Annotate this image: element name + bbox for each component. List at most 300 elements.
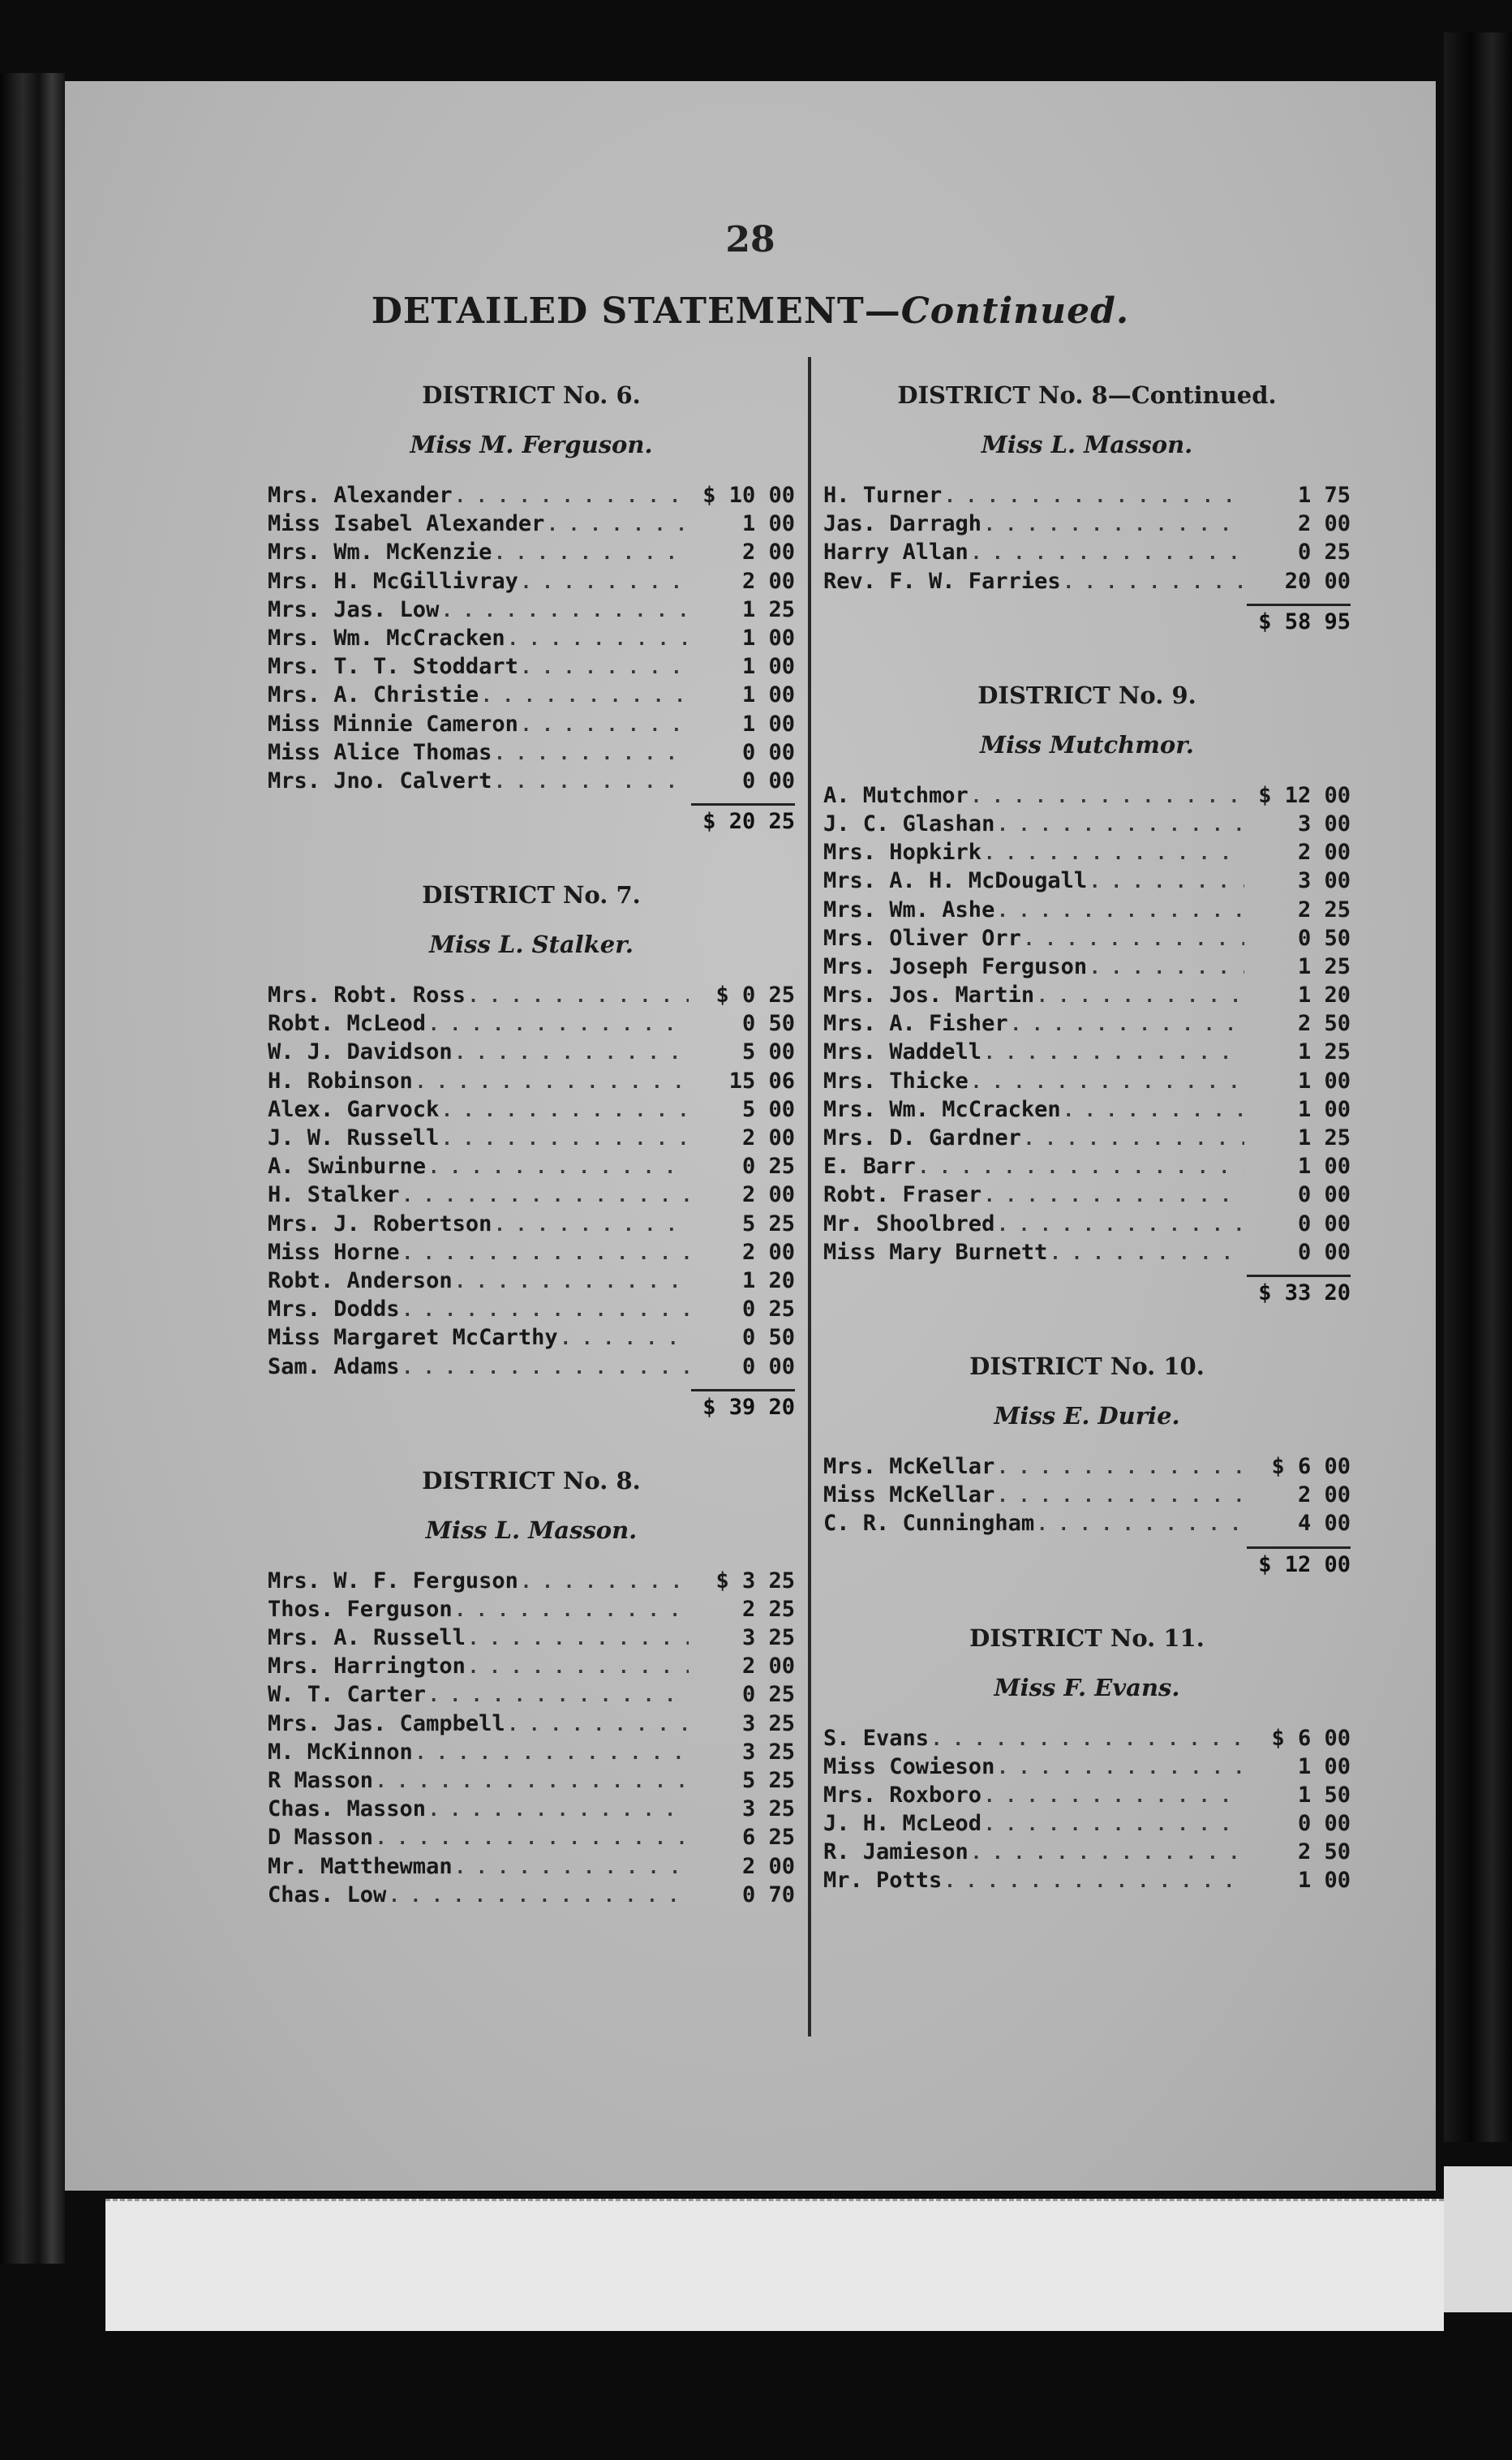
contribution-amount: 1 00: [741, 654, 795, 680]
contributor-name: H. Robinson: [268, 1068, 413, 1094]
contribution-amount: 2 25: [741, 1596, 795, 1622]
contributor-name: Mrs. Jas. Campbell: [268, 1710, 505, 1736]
contribution-amount: $ 0 25: [715, 983, 795, 1009]
contribution-amount: 3 25: [741, 1710, 795, 1736]
contribution-row: [268, 1597, 795, 1625]
contribution-amount: 1 20: [1297, 983, 1351, 1009]
dot-leader: [521, 658, 689, 678]
dot-leader: [561, 1329, 689, 1349]
dot-leader: [547, 515, 689, 535]
dot-leader: [428, 1015, 689, 1035]
contributor-name: Mrs. Oliver Orr: [823, 925, 1021, 951]
book-binding-left: [0, 73, 65, 2264]
contribution-list: [268, 483, 795, 797]
contribution-amount: $ 6 00: [1271, 1725, 1351, 1751]
contributor-name: H. Stalker: [268, 1182, 400, 1208]
dot-leader: [441, 1101, 689, 1121]
collector-name: Miss M. Ferguson.: [410, 431, 653, 458]
dot-leader: [984, 515, 1244, 535]
contribution-amount: 0 00: [1297, 1211, 1351, 1236]
dot-leader: [1050, 1244, 1244, 1264]
contributor-name: Mrs. D. Gardner: [823, 1125, 1021, 1150]
contribution-row: [268, 654, 795, 682]
dot-leader: [1089, 958, 1244, 978]
contribution-amount: 5 25: [741, 1211, 795, 1236]
contribution-amount: 0 25: [741, 1682, 795, 1708]
contributor-name: Alex. Garvock: [268, 1096, 440, 1122]
contribution-amount: 1 20: [741, 1267, 795, 1293]
contributor-name: Mr. Shoolbred: [823, 1211, 995, 1236]
contributor-name: A. Mutchmor: [823, 782, 969, 808]
contribution-row: [268, 626, 795, 654]
contribution-row: [823, 511, 1351, 540]
dot-leader: [984, 1787, 1244, 1807]
contributor-name: Sam. Adams: [268, 1353, 400, 1379]
district-6: [268, 369, 795, 838]
dot-leader: [468, 1629, 689, 1649]
contribution-row: [268, 1268, 795, 1297]
contribution-row: [823, 1011, 1351, 1039]
contributor-name: Miss Alice Thomas: [268, 739, 492, 765]
contribution-row: [268, 1240, 795, 1268]
collector-name: Miss F. Evans.: [994, 1673, 1180, 1701]
district-9: [823, 669, 1351, 1310]
contributor-name: Jas. Darragh: [823, 511, 982, 537]
contributor-name: Miss Margaret McCarthy: [268, 1325, 558, 1351]
contribution-row: [268, 1097, 795, 1125]
dot-leader: [402, 1358, 689, 1378]
contributor-name: Robt. Fraser: [823, 1182, 982, 1208]
contributor-name: Mrs. W. F. Ferguson: [268, 1568, 518, 1593]
contribution-row: [268, 768, 795, 797]
contributor-name: Mrs. Roxboro: [823, 1782, 982, 1808]
dot-leader: [376, 1829, 689, 1849]
document-page: [65, 81, 1436, 2191]
dot-leader: [1089, 872, 1244, 892]
contributor-name: E. Barr: [823, 1154, 916, 1180]
contribution-amount: 1 00: [1297, 1096, 1351, 1122]
contributor-name: R. Jamieson: [823, 1839, 969, 1865]
district-heading: DISTRICT No. 8—Continued.: [897, 381, 1277, 409]
contributor-name: J. C. Glashan: [823, 811, 995, 836]
contribution-amount: 5 00: [741, 1039, 795, 1065]
contribution-amount: 3 00: [1297, 811, 1351, 836]
contribution-amount: 3 25: [741, 1625, 795, 1651]
contribution-amount: 1 25: [1297, 1039, 1351, 1065]
contributor-name: Mrs. Hopkirk: [823, 840, 982, 866]
dot-leader: [1011, 1015, 1244, 1035]
dot-leader: [402, 1244, 689, 1264]
contribution-amount: 1 25: [741, 596, 795, 622]
contribution-row: [268, 1354, 795, 1383]
contribution-amount: 3 00: [1297, 868, 1351, 894]
contribution-amount: 1 00: [1297, 1068, 1351, 1094]
contributor-name: R Masson: [268, 1768, 374, 1793]
contribution-list: [823, 483, 1351, 597]
dot-leader: [1037, 987, 1244, 1007]
dot-leader: [1024, 930, 1244, 950]
contribution-row: [823, 897, 1351, 926]
contributor-name: Mrs. A. H. McDougall: [823, 868, 1088, 894]
dot-leader: [984, 1186, 1244, 1206]
contributor-name: Mrs. Dodds: [268, 1297, 400, 1322]
dot-leader: [494, 1215, 689, 1236]
dot-leader: [455, 1601, 689, 1621]
contributor-name: Miss Minnie Cameron: [268, 711, 518, 737]
dot-leader: [997, 1758, 1244, 1778]
contribution-amount: 0 00: [1297, 1239, 1351, 1265]
district-heading: DISTRICT No. 11.: [969, 1624, 1205, 1652]
district-heading: DISTRICT No. 9.: [977, 681, 1196, 709]
contributor-name: S. Evans: [823, 1725, 930, 1751]
contribution-amount: 1 50: [1297, 1782, 1351, 1808]
contributor-name: Mrs. Wm. McCracken: [268, 625, 505, 651]
contributor-name: Mrs. Jno. Calvert: [268, 768, 492, 793]
contributor-name: Miss McKellar: [823, 1482, 995, 1508]
contribution-row: [268, 1325, 795, 1353]
dot-leader: [1024, 1129, 1244, 1150]
contributor-name: Mrs. Jas. Low: [268, 596, 440, 622]
contributor-name: Mrs. J. Robertson: [268, 1211, 492, 1236]
dot-leader: [971, 544, 1244, 564]
contributor-name: Mr. Matthewman: [268, 1853, 453, 1879]
contributor-name: Mrs. Harrington: [268, 1654, 466, 1679]
dot-leader: [997, 901, 1244, 922]
contribution-amount: 1 25: [1297, 953, 1351, 979]
contribution-row: [823, 1811, 1351, 1839]
dot-leader: [984, 1043, 1244, 1064]
title-continued: Continued.: [900, 290, 1130, 332]
contribution-row: [823, 1726, 1351, 1754]
contribution-row: [268, 540, 795, 568]
contribution-amount: 3 25: [741, 1739, 795, 1765]
contribution-amount: 2 00: [741, 1654, 795, 1679]
contribution-amount: 2 00: [741, 1853, 795, 1879]
contributor-name: D Masson: [268, 1825, 374, 1851]
contribution-list: [823, 783, 1351, 1268]
contribution-amount: 4 00: [1297, 1511, 1351, 1537]
dot-leader: [428, 1800, 689, 1821]
dot-leader: [468, 987, 689, 1007]
contributor-name: Mrs. T. T. Stoddart: [268, 654, 518, 680]
left-column: [268, 369, 795, 1911]
collector-name: Miss L. Masson.: [981, 431, 1193, 458]
contribution-row: [823, 1511, 1351, 1539]
district-total: $ 39 20: [702, 1394, 795, 1420]
contributor-name: Chas. Masson: [268, 1796, 427, 1822]
contributor-name: Mrs. Joseph Ferguson: [823, 953, 1088, 979]
dot-leader: [402, 1301, 689, 1321]
contribution-row: [268, 1069, 795, 1097]
contribution-row: [268, 1211, 795, 1240]
dot-leader: [494, 772, 689, 793]
contribution-amount: 0 00: [1297, 1182, 1351, 1208]
contribution-row: [268, 1011, 795, 1039]
dot-leader: [415, 1073, 689, 1093]
dot-leader: [971, 1073, 1244, 1093]
contribution-row: [823, 1039, 1351, 1068]
book-binding-right: [1444, 32, 1512, 2142]
contributor-name: Rev. F. W. Farries: [823, 568, 1061, 594]
contributor-name: Miss Mary Burnett: [823, 1239, 1048, 1265]
contribution-amount: 0 25: [741, 1154, 795, 1180]
district-total: $ 33 20: [1258, 1279, 1351, 1305]
dot-leader: [971, 1843, 1244, 1864]
contribution-row: [823, 1754, 1351, 1783]
dot-leader: [468, 1658, 689, 1678]
dot-leader: [931, 1730, 1244, 1750]
contribution-amount: 0 25: [741, 1297, 795, 1322]
contributor-name: Mrs. McKellar: [823, 1453, 995, 1479]
contribution-amount: 3 25: [741, 1796, 795, 1822]
contributor-name: A. Swinburne: [268, 1154, 427, 1180]
contribution-amount: $ 12 00: [1258, 782, 1351, 808]
contribution-amount: 20 00: [1284, 568, 1351, 594]
dot-leader: [415, 1744, 689, 1764]
contribution-row: [823, 1069, 1351, 1097]
contribution-row: [823, 1482, 1351, 1511]
contribution-row: [823, 1125, 1351, 1154]
dot-leader: [1037, 1515, 1244, 1535]
contribution-row: [823, 1240, 1351, 1268]
contribution-row: [823, 1097, 1351, 1125]
contribution-amount: $ 6 00: [1271, 1453, 1351, 1479]
contributor-name: Miss Cowieson: [823, 1753, 995, 1779]
contributor-name: W. T. Carter: [268, 1682, 427, 1708]
contribution-row: [823, 1454, 1351, 1482]
contribution-row: [823, 1783, 1351, 1811]
contribution-amount: 1 75: [1297, 483, 1351, 508]
contribution-amount: 0 00: [1297, 1811, 1351, 1837]
contribution-row: [268, 1882, 795, 1911]
contribution-row: [268, 569, 795, 597]
contribution-row: [268, 682, 795, 711]
dot-leader: [428, 1686, 689, 1706]
dot-leader: [376, 1772, 689, 1792]
contribution-list: [823, 1726, 1351, 1897]
contribution-row: [823, 1839, 1351, 1868]
contribution-amount: 2 50: [1297, 1839, 1351, 1865]
contribution-amount: 1 00: [741, 625, 795, 651]
dot-leader: [494, 544, 689, 564]
district-total: $ 20 25: [702, 809, 795, 835]
contribution-row: [268, 511, 795, 540]
contributor-name: Mrs. A. Fisher: [823, 1011, 1008, 1037]
district-total: $ 58 95: [1258, 609, 1351, 634]
contribution-row: [823, 1182, 1351, 1211]
district-total: $ 12 00: [1258, 1551, 1351, 1577]
contribution-row: [823, 840, 1351, 868]
contribution-amount: 2 00: [1297, 1482, 1351, 1508]
contribution-amount: 5 00: [741, 1096, 795, 1122]
contributor-name: H. Turner: [823, 483, 943, 508]
district-8: [268, 1455, 795, 1911]
contribution-row: [268, 1796, 795, 1825]
contributor-name: Mrs. A. Christie: [268, 682, 479, 708]
contributor-name: Mrs. Alexander: [268, 483, 453, 508]
contribution-row: [823, 1868, 1351, 1896]
district-10: [823, 1340, 1351, 1581]
contribution-amount: 5 25: [741, 1768, 795, 1793]
contribution-list: [268, 983, 795, 1383]
dot-leader: [481, 686, 689, 707]
contribution-row: [268, 1568, 795, 1597]
collector-name: Miss L. Masson.: [425, 1516, 638, 1544]
contribution-row: [823, 1211, 1351, 1240]
dot-leader: [389, 1886, 689, 1907]
contribution-amount: 1 00: [741, 711, 795, 737]
dot-leader: [455, 1272, 689, 1292]
contribution-list: [823, 1454, 1351, 1540]
contribution-list: [268, 1568, 795, 1911]
collector-name: Miss Mutchmor.: [980, 730, 1194, 759]
contributor-name: Robt. Anderson: [268, 1267, 453, 1293]
contribution-amount: 0 50: [741, 1325, 795, 1351]
contributor-name: Miss Horne: [268, 1239, 400, 1265]
dot-leader: [944, 1872, 1244, 1892]
contribution-row: [268, 1625, 795, 1654]
dot-leader: [521, 573, 689, 593]
dot-leader: [997, 1458, 1244, 1478]
dot-leader: [402, 1186, 689, 1206]
dot-leader: [944, 487, 1244, 507]
contribution-amount: 6 25: [741, 1825, 795, 1851]
contribution-row: [268, 983, 795, 1011]
title-main: DETAILED STATEMENT—: [371, 290, 901, 332]
district-heading: DISTRICT No. 6.: [422, 381, 641, 409]
contribution-row: [823, 954, 1351, 983]
dot-leader: [508, 1715, 689, 1735]
contributor-name: Mrs. H. McGillivray: [268, 568, 518, 594]
contributor-name: Miss Isabel Alexander: [268, 511, 545, 537]
dot-leader: [997, 1486, 1244, 1507]
contributor-name: Mrs. Wm. McCracken: [823, 1096, 1061, 1122]
contribution-amount: 0 00: [741, 768, 795, 793]
contribution-row: [823, 868, 1351, 897]
contribution-amount: 2 00: [1297, 511, 1351, 537]
page-edge-strip: [105, 2199, 1444, 2331]
contribution-amount: 2 00: [741, 1239, 795, 1265]
contribution-amount: 2 00: [741, 1125, 795, 1150]
contribution-amount: 2 00: [741, 1182, 795, 1208]
dot-leader: [441, 1129, 689, 1150]
contribution-amount: 1 00: [741, 511, 795, 537]
contribution-row: [268, 1125, 795, 1154]
contribution-row: [268, 712, 795, 740]
contributor-name: Thos. Ferguson: [268, 1596, 453, 1622]
page-title: [65, 290, 1436, 332]
contribution-amount: 2 25: [1297, 897, 1351, 922]
dot-leader: [494, 744, 689, 764]
contribution-amount: 2 00: [741, 568, 795, 594]
dot-leader: [997, 815, 1244, 836]
contribution-row: [268, 1711, 795, 1740]
district-heading: DISTRICT No. 7.: [422, 881, 641, 910]
contributor-name: Harry Allan: [823, 540, 969, 566]
collector-name: Miss E. Durie.: [994, 1401, 1180, 1430]
contribution-amount: 2 00: [741, 540, 795, 566]
dot-leader: [455, 487, 689, 507]
contribution-row: [268, 1854, 795, 1882]
contributor-name: W. J. Davidson: [268, 1039, 453, 1065]
contribution-amount: 0 50: [1297, 925, 1351, 951]
contribution-amount: 1 00: [1297, 1154, 1351, 1180]
right-column: [823, 369, 1351, 1897]
contributor-name: Mrs. A. Russell: [268, 1625, 466, 1651]
page-number: 28: [725, 219, 775, 260]
contribution-row: [268, 483, 795, 511]
contribution-row: [823, 569, 1351, 597]
contributor-name: Mrs. Waddell: [823, 1039, 982, 1065]
dot-leader: [918, 1158, 1244, 1178]
dot-leader: [455, 1858, 689, 1878]
column-divider: [808, 357, 811, 2036]
contributor-name: C. R. Cunningham: [823, 1511, 1035, 1537]
contribution-amount: $ 10 00: [702, 483, 795, 508]
contribution-row: [268, 1825, 795, 1853]
dot-leader: [1063, 1101, 1244, 1121]
contribution-row: [268, 1654, 795, 1682]
contribution-amount: 0 00: [741, 739, 795, 765]
contribution-amount: $ 3 25: [715, 1568, 795, 1593]
dot-leader: [455, 1043, 689, 1064]
contribution-amount: 0 70: [741, 1882, 795, 1907]
contribution-amount: 15 06: [728, 1068, 795, 1094]
dot-leader: [521, 716, 689, 736]
contribution-row: [823, 983, 1351, 1011]
contributor-name: Chas. Low: [268, 1882, 387, 1907]
contribution-row: [823, 540, 1351, 568]
collector-name: Miss L. Stalker.: [429, 931, 634, 959]
contribution-amount: 0 00: [741, 1353, 795, 1379]
contribution-amount: 1 25: [1297, 1125, 1351, 1150]
contributor-name: J. W. Russell: [268, 1125, 440, 1150]
contribution-row: [823, 926, 1351, 954]
contributor-name: Mrs. Jos. Martin: [823, 983, 1035, 1009]
district-11: [823, 1612, 1351, 1897]
contribution-amount: 0 50: [741, 1011, 795, 1037]
contribution-row: [268, 1154, 795, 1182]
contribution-row: [268, 1182, 795, 1211]
contribution-row: [823, 483, 1351, 511]
contribution-row: [268, 1039, 795, 1068]
district-8-continued: [823, 369, 1351, 639]
dot-leader: [521, 1572, 689, 1593]
dot-leader: [441, 601, 689, 621]
contribution-amount: 1 00: [741, 682, 795, 708]
contribution-row: [268, 1297, 795, 1325]
contribution-amount: 1 00: [1297, 1868, 1351, 1894]
contributor-name: Robt. McLeod: [268, 1011, 427, 1037]
contribution-row: [268, 1740, 795, 1768]
contributor-name: M. McKinnon: [268, 1739, 413, 1765]
dot-leader: [508, 630, 689, 650]
dot-leader: [971, 787, 1244, 807]
contribution-row: [268, 1768, 795, 1796]
dot-leader: [428, 1158, 689, 1178]
contribution-row: [268, 1682, 795, 1710]
contributor-name: Mrs. Robt. Ross: [268, 983, 466, 1009]
contribution-row: [268, 597, 795, 626]
dot-leader: [984, 1815, 1244, 1835]
district-7: [268, 869, 795, 1424]
contribution-row: [268, 740, 795, 768]
contributor-name: Mrs. Thicke: [823, 1068, 969, 1094]
contributor-name: Mrs. Wm. Ashe: [823, 897, 995, 922]
contribution-row: [823, 811, 1351, 840]
contribution-amount: 2 50: [1297, 1011, 1351, 1037]
dot-leader: [1063, 573, 1244, 593]
